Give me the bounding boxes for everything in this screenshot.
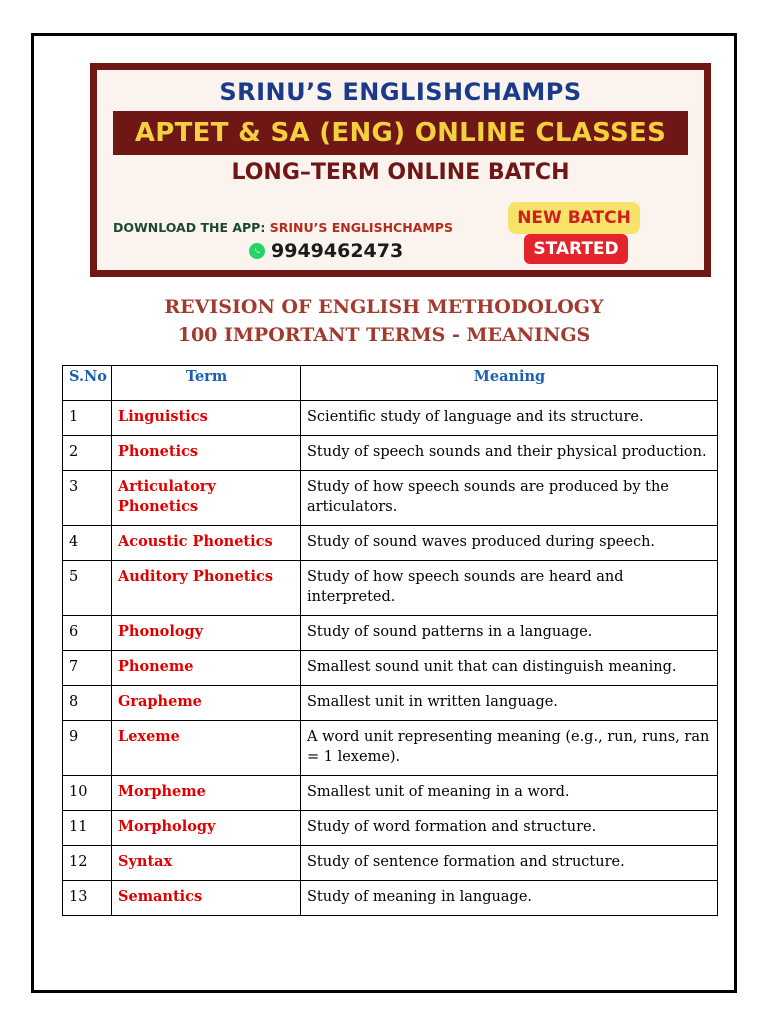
document-title: REVISION OF ENGLISH METHODOLOGY <box>164 296 604 318</box>
row-term: Phoneme <box>112 651 301 686</box>
row-sno: 10 <box>63 776 112 811</box>
header-sno: S.No <box>63 366 112 401</box>
row-meaning: Study of meaning in language. <box>301 881 718 916</box>
row-meaning: Study of word formation and structure. <box>301 811 718 846</box>
row-term: Linguistics <box>112 401 301 436</box>
header-term: Term <box>112 366 301 401</box>
table-row <box>63 881 718 916</box>
row-term: Morpheme <box>112 776 301 811</box>
row-sno: 13 <box>63 881 112 916</box>
row-term: Phonetics <box>112 436 301 471</box>
row-term: Lexeme <box>112 721 301 776</box>
table-row <box>63 686 718 721</box>
table-row <box>63 561 718 616</box>
promo-banner <box>90 63 711 277</box>
row-meaning: Smallest sound unit that can distinguish meaning. <box>301 651 718 686</box>
row-meaning: A word unit representing meaning (e.g., run, runs, ran = 1 lexeme). <box>301 721 718 776</box>
table-row <box>63 776 718 811</box>
download-line <box>113 220 453 235</box>
row-meaning: Smallest unit in written language. <box>301 686 718 721</box>
row-sno: 5 <box>63 561 112 616</box>
phone-line <box>249 240 403 262</box>
row-term: Acoustic Phonetics <box>112 526 301 561</box>
row-sno: 4 <box>63 526 112 561</box>
terms-table <box>62 365 718 916</box>
row-meaning: Smallest unit of meaning in a word. <box>301 776 718 811</box>
row-sno: 6 <box>63 616 112 651</box>
row-sno: 9 <box>63 721 112 776</box>
table-row <box>63 471 718 526</box>
table-row <box>63 846 718 881</box>
table-row <box>63 436 718 471</box>
row-sno: 3 <box>63 471 112 526</box>
table-header-row <box>63 366 718 401</box>
row-term: Articulatory Phonetics <box>112 471 301 526</box>
banner-title: SRINU’S ENGLISHCHAMPS <box>219 78 582 106</box>
new-batch-badge: NEW BATCH <box>508 202 640 234</box>
table-row <box>63 616 718 651</box>
download-label: DOWNLOAD THE APP: <box>113 220 270 235</box>
row-meaning: Study of sentence formation and structure. <box>301 846 718 881</box>
row-term: Grapheme <box>112 686 301 721</box>
table-row <box>63 526 718 561</box>
row-meaning: Study of how speech sounds are produced by the articulators. <box>301 471 718 526</box>
row-sno: 8 <box>63 686 112 721</box>
row-sno: 1 <box>63 401 112 436</box>
row-term: Phonology <box>112 616 301 651</box>
row-meaning: Study of sound patterns in a language. <box>301 616 718 651</box>
row-meaning: Study of sound waves produced during speech. <box>301 526 718 561</box>
phone-number: 9949462473 <box>271 240 404 262</box>
whatsapp-icon <box>249 243 265 259</box>
download-app-name: SRINU’S ENGLISHCHAMPS <box>269 220 453 235</box>
table-row <box>63 811 718 846</box>
row-term: Auditory Phonetics <box>112 561 301 616</box>
row-meaning: Study of speech sounds and their physical production. <box>301 436 718 471</box>
row-term: Semantics <box>112 881 301 916</box>
banner-strip: APTET & SA (ENG) ONLINE CLASSES <box>113 111 688 155</box>
row-term: Syntax <box>112 846 301 881</box>
row-term: Morphology <box>112 811 301 846</box>
table-row <box>63 401 718 436</box>
table-row <box>63 651 718 686</box>
banner-inner <box>97 70 704 270</box>
row-meaning: Study of how speech sounds are heard and interpreted. <box>301 561 718 616</box>
row-sno: 12 <box>63 846 112 881</box>
document-subtitle: 100 IMPORTANT TERMS - MEANINGS <box>177 324 591 346</box>
row-sno: 11 <box>63 811 112 846</box>
table-row <box>63 721 718 776</box>
row-sno: 7 <box>63 651 112 686</box>
row-meaning: Scientific study of language and its structure. <box>301 401 718 436</box>
header-meaning: Meaning <box>301 366 718 401</box>
row-sno: 2 <box>63 436 112 471</box>
banner-subtitle: LONG–TERM ONLINE BATCH <box>231 160 570 185</box>
started-badge: STARTED <box>524 234 628 264</box>
